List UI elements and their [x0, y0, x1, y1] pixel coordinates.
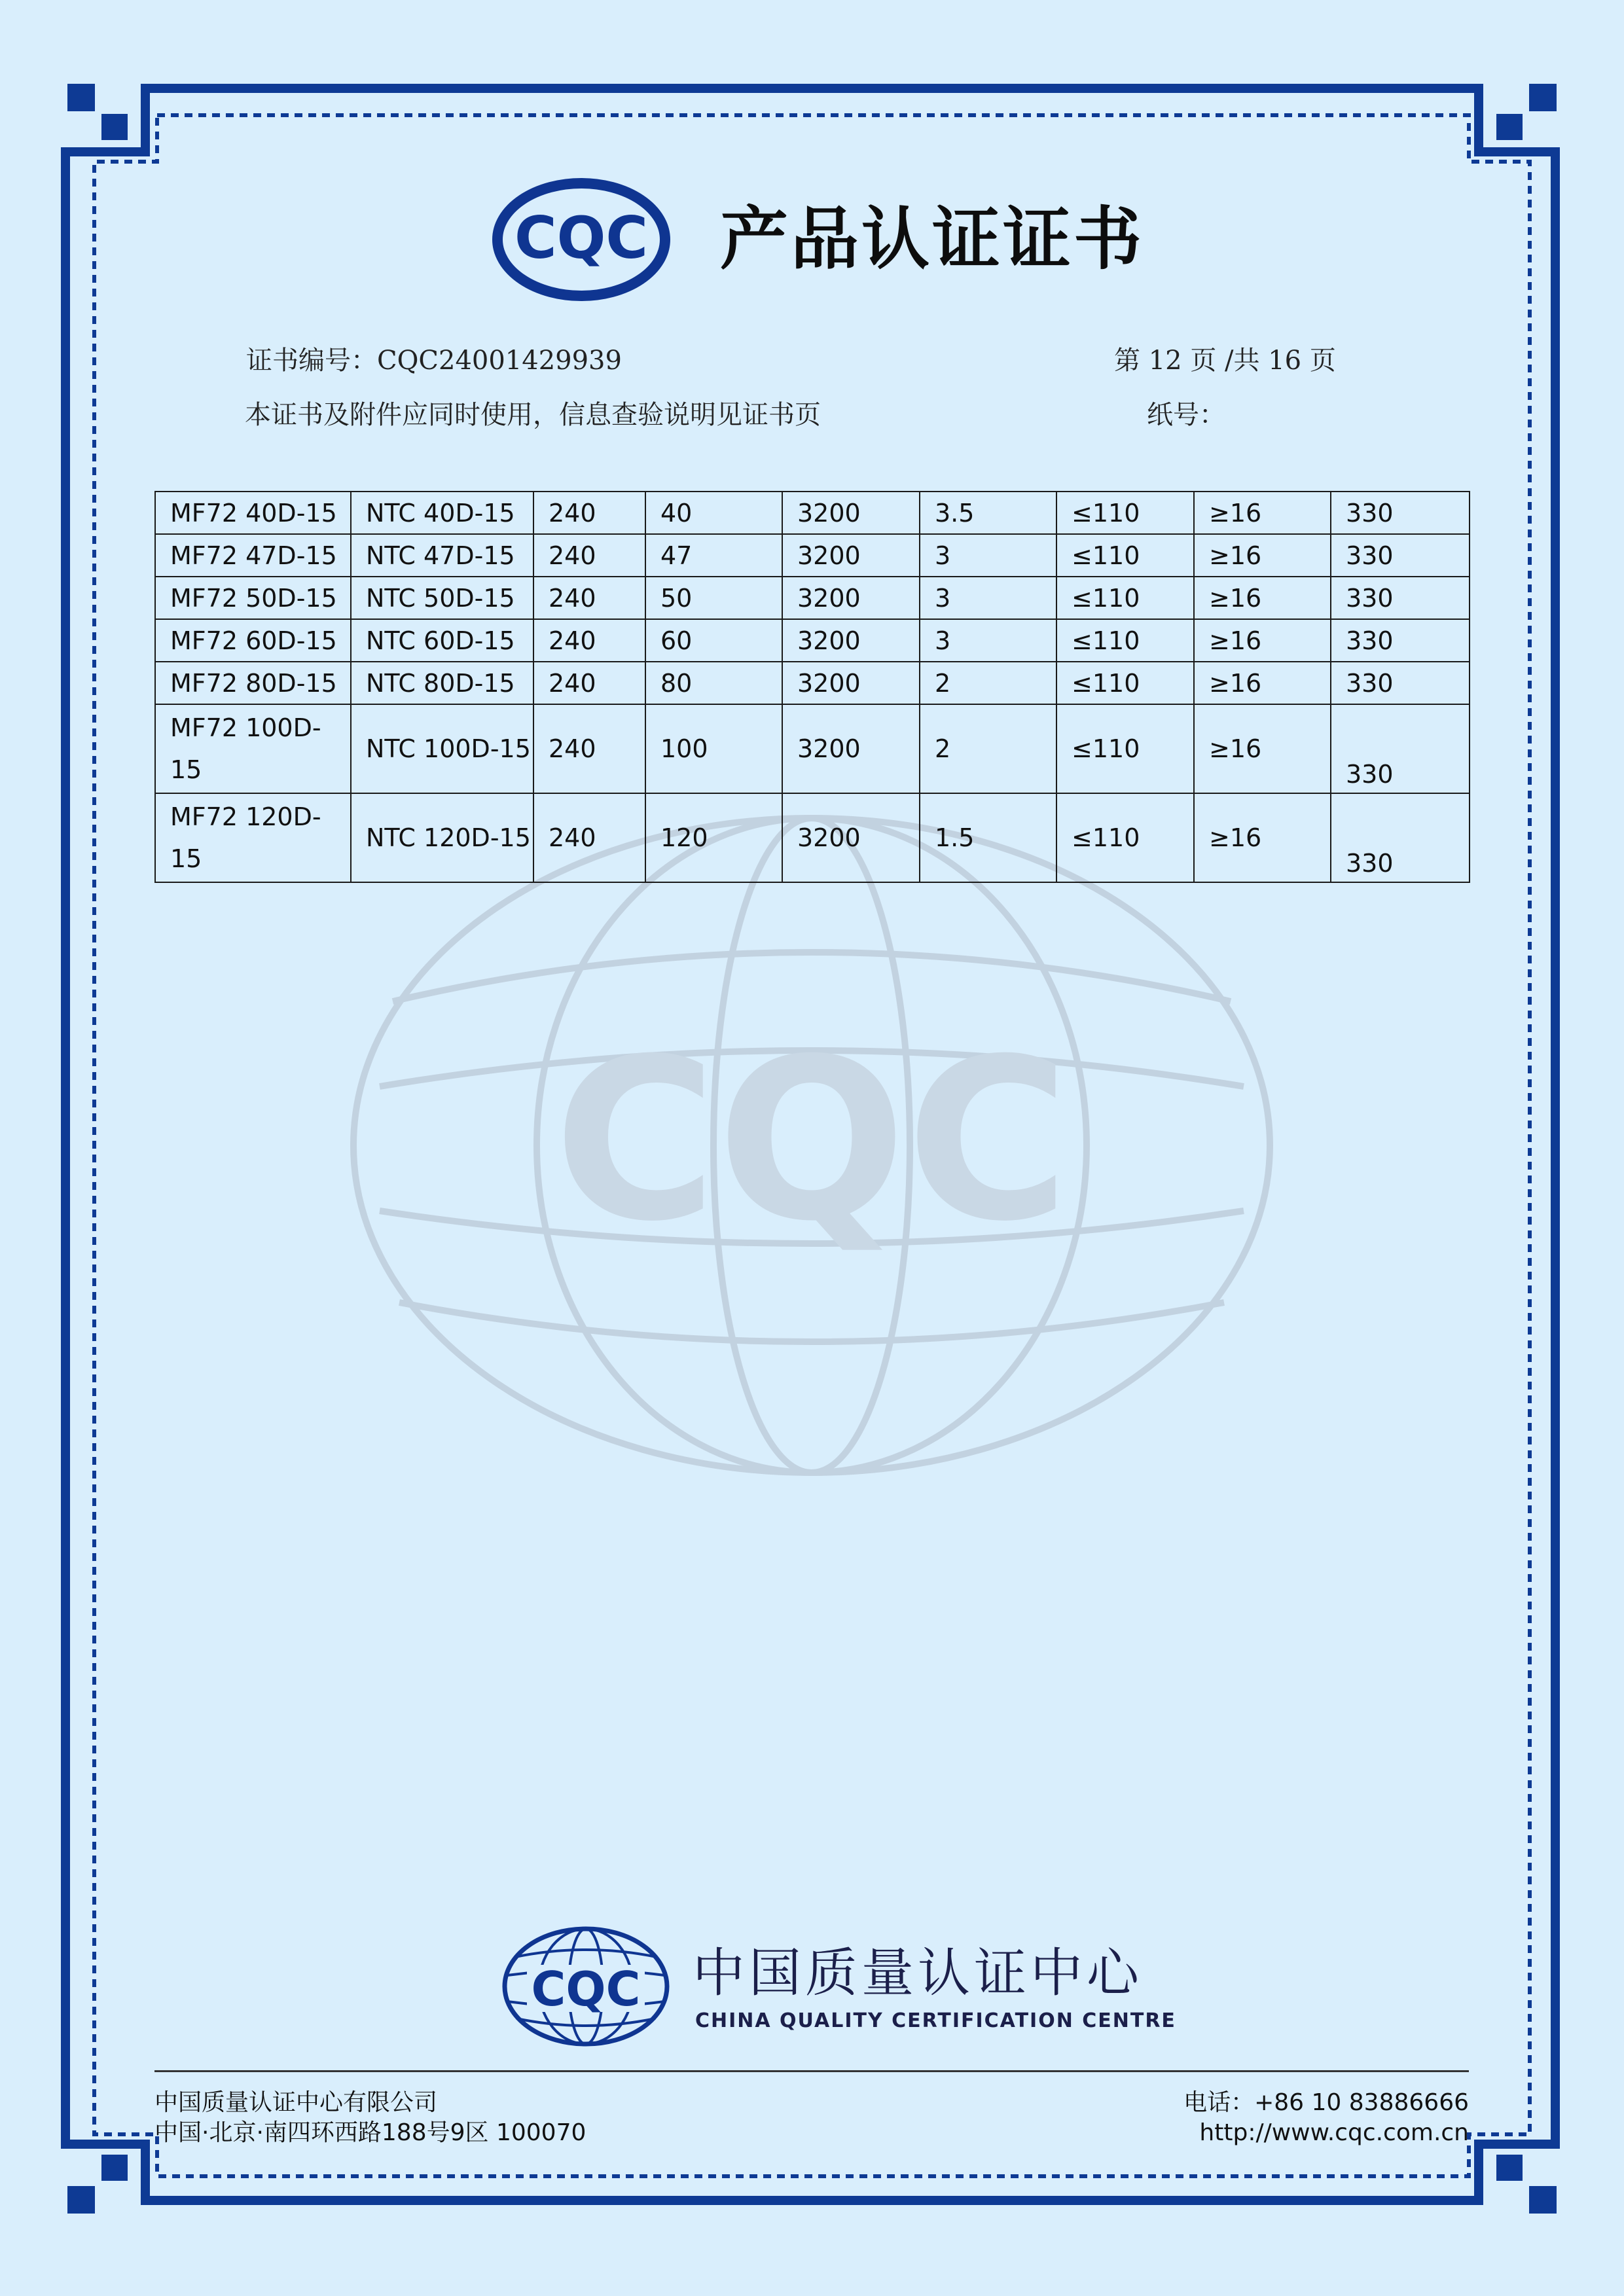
table-cell: ≥16: [1194, 619, 1331, 662]
table-cell: MF72 60D-15: [155, 619, 351, 662]
table-cell: 330: [1331, 704, 1470, 793]
phone-number: 电话：+86 10 83886666: [1183, 2089, 1469, 2116]
specification-table: [154, 491, 1470, 883]
org-name-en: CHINA QUALITY CERTIFICATION CENTRE: [695, 2009, 1176, 2032]
table-cell: MF72 47D-15: [155, 534, 351, 577]
page-info: 第 12 页 /共 16 页: [1114, 346, 1336, 376]
watermark-text: CQC: [553, 1011, 1070, 1270]
table-cell: 120: [645, 793, 782, 882]
table-cell: 330: [1331, 619, 1470, 662]
table-cell: ≤110: [1056, 577, 1194, 619]
table-cell: 240: [533, 704, 645, 793]
cert-number-line: [246, 342, 622, 379]
table-cell: ≥16: [1194, 662, 1331, 704]
table-cell: NTC 47D-15: [351, 534, 533, 577]
table-row: [155, 577, 1470, 619]
company-name: 中国质量认证中心有限公司: [154, 2089, 438, 2116]
table-cell: ≤110: [1056, 619, 1194, 662]
table-cell: 240: [533, 534, 645, 577]
cert-number: CQC24001429939: [377, 346, 622, 376]
table-cell: NTC 50D-15: [351, 577, 533, 619]
table-cell: 3200: [782, 577, 920, 619]
table-cell: 2: [920, 662, 1056, 704]
table-cell: 330: [1331, 662, 1470, 704]
website-link[interactable]: http://www.cqc.com.cn: [1199, 2119, 1469, 2146]
table-cell: NTC 40D-15: [351, 492, 533, 534]
table-cell: ≥16: [1194, 577, 1331, 619]
table-cell: 330: [1331, 577, 1470, 619]
table-cell: ≤110: [1056, 492, 1194, 534]
table-cell: 3: [920, 577, 1056, 619]
paper-number-label: 纸号：: [1147, 400, 1225, 430]
table-row: [155, 492, 1470, 534]
cqc-watermark-icon: [340, 805, 1283, 1486]
table-row: [155, 662, 1470, 704]
table-cell: 40: [645, 492, 782, 534]
table-cell: ≤110: [1056, 534, 1194, 577]
table-cell: 100: [645, 704, 782, 793]
table-cell: 1.5: [920, 793, 1056, 882]
table-cell: MF72 80D-15: [155, 662, 351, 704]
page-title: 产品认证证书: [720, 199, 1145, 279]
table-row: [155, 793, 1470, 882]
table-cell: MF72 100D-15: [155, 704, 351, 793]
table-cell: 3: [920, 534, 1056, 577]
org-name-cn: 中国质量认证中心: [693, 1943, 1143, 2003]
table-cell: 3200: [782, 662, 920, 704]
header-logo-text: CQC: [514, 204, 648, 272]
table-cell: 2: [920, 704, 1056, 793]
usage-note: 本证书及附件应同时使用，信息查验说明见证书页: [245, 400, 821, 430]
table-cell: 3: [920, 619, 1056, 662]
table-cell: 3.5: [920, 492, 1056, 534]
table-cell: NTC 60D-15: [351, 619, 533, 662]
table-cell: ≥16: [1194, 793, 1331, 882]
table-cell: 330: [1331, 534, 1470, 577]
table-cell: 60: [645, 619, 782, 662]
table-row: [155, 704, 1470, 793]
company-address: 中国·北京·南四环西路188号9区 100070: [154, 2119, 586, 2146]
table-cell: ≥16: [1194, 534, 1331, 577]
table-cell: 3200: [782, 534, 920, 577]
table-row: [155, 534, 1470, 577]
table-cell: MF72 40D-15: [155, 492, 351, 534]
table-cell: 3200: [782, 793, 920, 882]
table-row: [155, 619, 1470, 662]
table-cell: NTC 100D-15: [351, 704, 533, 793]
table-cell: ≤110: [1056, 793, 1194, 882]
table-cell: 50: [645, 577, 782, 619]
table-cell: 47: [645, 534, 782, 577]
table-cell: 80: [645, 662, 782, 704]
table-cell: 240: [533, 662, 645, 704]
footer-divider: [154, 2070, 1469, 2072]
table-cell: 330: [1331, 793, 1470, 882]
table-cell: MF72 50D-15: [155, 577, 351, 619]
cert-number-label: 证书编号：: [246, 346, 377, 376]
table-cell: 3200: [782, 704, 920, 793]
table-cell: NTC 120D-15: [351, 793, 533, 882]
table-cell: 330: [1331, 492, 1470, 534]
table-cell: 3200: [782, 492, 920, 534]
table-cell: 240: [533, 577, 645, 619]
cqc-globe-logo-icon: [501, 1924, 671, 2049]
table-cell: 3200: [782, 619, 920, 662]
table-cell: NTC 80D-15: [351, 662, 533, 704]
table-cell: ≥16: [1194, 492, 1331, 534]
footer-logo-text: CQC: [531, 1962, 641, 2017]
table-cell: ≤110: [1056, 662, 1194, 704]
table-cell: ≤110: [1056, 704, 1194, 793]
table-cell: 240: [533, 492, 645, 534]
table-cell: ≥16: [1194, 704, 1331, 793]
table-cell: 240: [533, 619, 645, 662]
table-cell: 240: [533, 793, 645, 882]
table-cell: MF72 120D-15: [155, 793, 351, 882]
cqc-logo-icon: [490, 177, 673, 302]
